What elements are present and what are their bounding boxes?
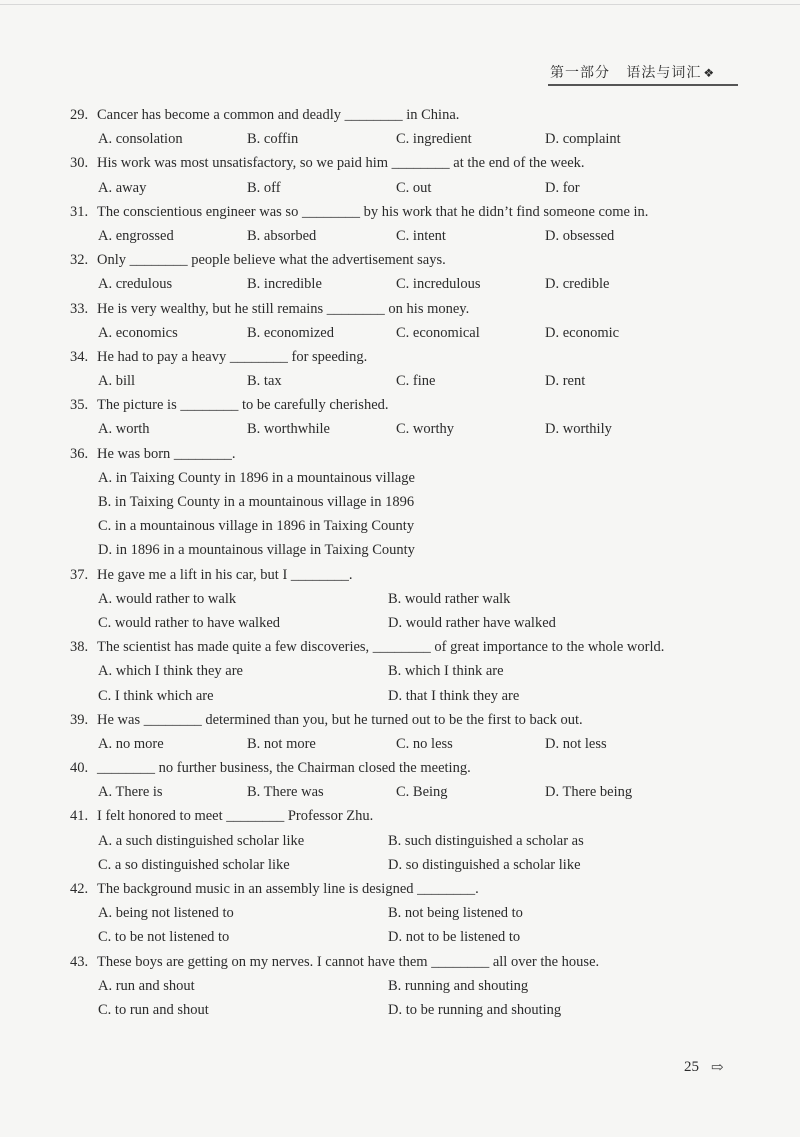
option-row (70, 659, 740, 683)
option-row (70, 417, 740, 441)
option-row (70, 369, 740, 393)
option-row (70, 901, 740, 925)
option-row (70, 224, 740, 248)
answer-option: B. running and shouting (388, 977, 529, 994)
question-number: 40. (70, 760, 89, 777)
diamond-icon: ❖ (703, 66, 716, 80)
option-row (70, 684, 740, 708)
option-row (70, 611, 740, 635)
answer-option: D. not to be listened to (388, 929, 521, 946)
question-34 (70, 345, 740, 369)
answer-option: D. that I think they are (388, 687, 520, 704)
question-39 (70, 708, 740, 732)
answer-option: D. economic (545, 324, 620, 341)
running-header (550, 62, 715, 82)
answer-option: A. in Taixing County in 1896 in a mountainous village (98, 469, 415, 486)
answer-option: D. not less (545, 735, 607, 752)
answer-option: D. credible (545, 276, 610, 293)
answer-option: C. Being (396, 784, 448, 801)
answer-option: B. coffin (247, 131, 299, 148)
answer-option: A. which I think they are (98, 663, 243, 680)
option-row (70, 732, 740, 756)
answer-option: A. bill (98, 373, 136, 390)
answer-option: D. for (545, 179, 580, 196)
question-42 (70, 877, 740, 901)
question-stem: He had to pay a heavy ________ for speeding. (97, 348, 368, 365)
question-30 (70, 151, 740, 175)
answer-option: D. obsessed (545, 227, 615, 244)
page-number: 25 (684, 1059, 699, 1075)
answer-option: A. economics (98, 324, 178, 341)
header-underline (548, 84, 738, 86)
question-number: 42. (70, 881, 89, 898)
answer-option: C. I think which are (98, 687, 214, 704)
question-43 (70, 950, 740, 974)
question-32 (70, 248, 740, 272)
question-stem: The picture is ________ to be carefully cherished. (97, 397, 389, 414)
answer-option: A. credulous (98, 276, 173, 293)
question-number: 43. (70, 953, 89, 970)
answer-option: A. There is (98, 784, 163, 801)
question-stem: He was ________ determined than you, but he turned out to be the first to back out. (97, 711, 583, 728)
question-stem: The scientist has made quite a few discoveries, ________ of great importance to the whole world. (97, 639, 665, 656)
option-row (70, 780, 740, 804)
question-stem: He was born ________. (97, 445, 236, 462)
answer-option: B. which I think are (388, 663, 504, 680)
page-footer (684, 1058, 724, 1077)
question-stem: ________ no further business, the Chairman closed the meeting. (97, 760, 471, 777)
question-stem: He is very wealthy, but he still remains ________ on his money. (97, 300, 470, 317)
answer-option: A. run and shout (98, 977, 195, 994)
answer-option: A. would rather to walk (98, 590, 237, 607)
answer-option: D. worthily (545, 421, 612, 438)
question-number: 33. (70, 300, 89, 317)
answer-option: C. intent (396, 227, 446, 244)
option-row (70, 853, 740, 877)
answer-option: B. economized (247, 324, 334, 341)
answer-option: D. in 1896 in a mountainous village in Taixing County (98, 542, 415, 559)
answer-option: D. complaint (545, 131, 621, 148)
answer-option: C. incredulous (396, 276, 481, 293)
question-number: 29. (70, 107, 89, 123)
question-41 (70, 804, 740, 828)
question-list (70, 103, 740, 1022)
question-number: 30. (70, 155, 89, 172)
question-stem: Only ________ people believe what the advertisement says. (97, 252, 446, 269)
answer-option: C. to run and shout (98, 1001, 209, 1018)
question-33 (70, 297, 740, 321)
question-35 (70, 393, 740, 417)
answer-option: A. away (98, 179, 147, 196)
question-number: 34. (70, 348, 89, 365)
question-31 (70, 200, 740, 224)
answer-option: B. tax (247, 373, 282, 390)
answer-option: A. a such distinguished scholar like (98, 832, 305, 849)
option-row (70, 176, 740, 200)
question-number: 32. (70, 252, 89, 269)
question-number: 41. (70, 808, 89, 825)
answer-option: B. worthwhile (247, 421, 330, 438)
answer-option: D. There being (545, 784, 633, 801)
answer-option: D. so distinguished a scholar like (388, 856, 581, 873)
answer-option: A. no more (98, 735, 164, 752)
answer-option: A. being not listened to (98, 905, 234, 922)
answer-option: A. engrossed (98, 227, 174, 244)
answer-option: C. economical (396, 324, 480, 341)
answer-option: C. a so distinguished scholar like (98, 856, 290, 873)
answer-option: A. consolation (98, 131, 183, 148)
question-number: 37. (70, 566, 89, 583)
option-row (70, 272, 740, 296)
answer-option: C. worthy (396, 421, 454, 438)
option-row (70, 321, 740, 345)
question-stem: He gave me a lift in his car, but I ________. (97, 566, 353, 583)
question-stem: I felt honored to meet ________ Professor Zhu. (97, 808, 374, 825)
answer-option: B. incredible (247, 276, 322, 293)
answer-option: B. such distinguished a scholar as (388, 832, 584, 849)
answer-option: D. would rather have walked (388, 614, 556, 631)
answer-option: A. worth (98, 421, 150, 438)
answer-option: C. no less (396, 735, 453, 752)
question-29 (70, 103, 740, 127)
answer-option: C. to be not listened to (98, 929, 230, 946)
question-number: 36. (70, 445, 89, 462)
header-title: 语法与词汇 (626, 65, 702, 81)
option-row (70, 829, 740, 853)
question-stem: The conscientious engineer was so ________ by his work that he didn’t find someone come in. (97, 203, 649, 220)
question-number: 35. (70, 397, 89, 414)
question-stem: Cancer has become a common and deadly ________ in China. (97, 107, 460, 123)
question-40 (70, 756, 740, 780)
answer-option: B. off (247, 179, 281, 196)
answer-option: B. There was (247, 784, 324, 801)
answer-option: C. would rather to have walked (98, 614, 281, 631)
header-section: 第一部分 (550, 65, 610, 81)
option-row (70, 127, 740, 151)
question-stem: His work was most unsatisfactory, so we paid him ________ at the end of the week. (97, 155, 585, 172)
question-38 (70, 635, 740, 659)
answer-option: D. to be running and shouting (388, 1001, 562, 1018)
answer-option: D. rent (545, 373, 586, 390)
question-number: 39. (70, 711, 89, 728)
answer-option: C. out (396, 179, 432, 196)
answer-option: C. in a mountainous village in 1896 in Taixing County (98, 518, 415, 535)
question-stem: The background music in an assembly line is designed ________. (97, 881, 479, 898)
top-edge-rule (0, 4, 800, 5)
answer-option: B. not more (247, 735, 316, 752)
answer-option: C. fine (396, 373, 436, 390)
question-stem: These boys are getting on my nerves. I cannot have them ________ all over the house. (97, 953, 600, 970)
next-page-arrow-icon: ⇨ (711, 1060, 724, 1076)
option-row (70, 587, 740, 611)
answer-option: B. absorbed (247, 227, 317, 244)
question-36 (70, 442, 740, 466)
question-number: 38. (70, 639, 89, 656)
question-37 (70, 563, 740, 587)
question-number: 31. (70, 203, 89, 220)
answer-option: B. would rather walk (388, 590, 511, 607)
answer-option: B. in Taixing County in a mountainous village in 1896 (98, 494, 415, 510)
option-row (70, 974, 740, 998)
option-row (70, 925, 740, 949)
answer-option: C. ingredient (396, 131, 472, 148)
answer-option: B. not being listened to (388, 905, 523, 922)
option-row (70, 998, 740, 1022)
